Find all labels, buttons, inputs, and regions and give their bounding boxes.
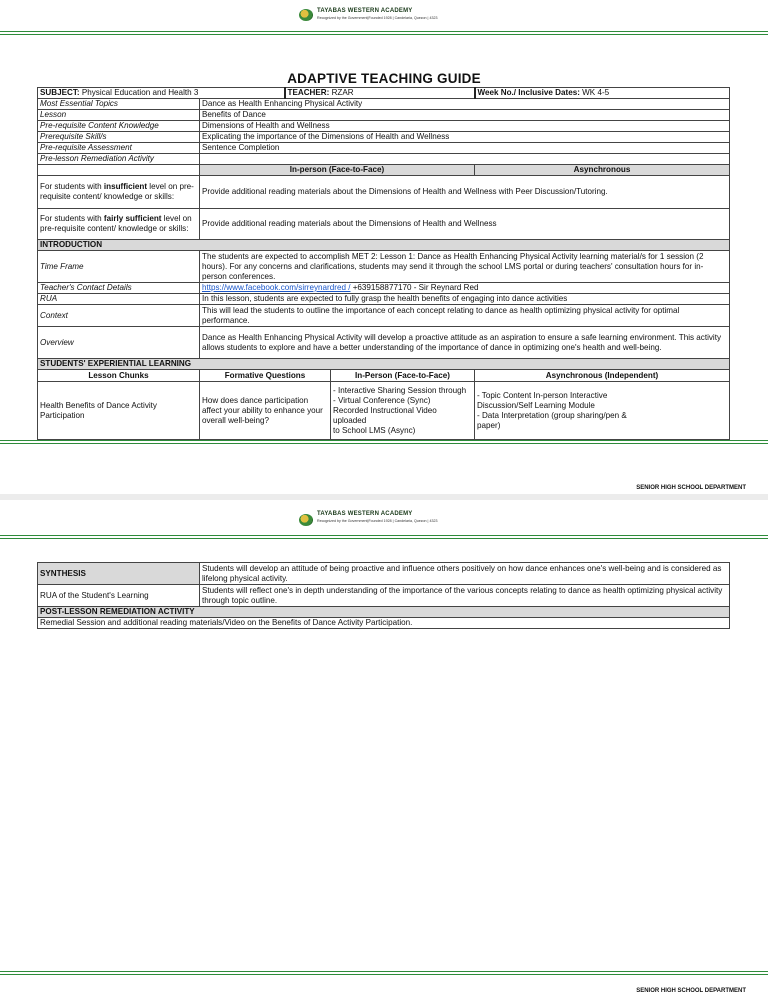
- timeframe-value: The students are expected to accomplish MET 2: Lesson 1: Dance as Health Enhancing Physical Activity learning material/s for 1 session (2 hours). For any concerns and clarifications, students may send it through the school LMS portal or during teachers' consultation hours for in-person conferences.: [200, 251, 730, 283]
- inperson-line: - Virtual Conference (Sync): [333, 395, 431, 405]
- prk-label: Pre-requisite Content Knowledge: [38, 121, 200, 132]
- footer-rule: [0, 971, 768, 975]
- contact-label: Teacher's Contact Details: [38, 283, 200, 294]
- school-logo-icon: [299, 9, 313, 21]
- facebook-link[interactable]: https://www.facebook.com/sirreynardred /: [202, 283, 351, 292]
- context-label: Context: [38, 305, 200, 327]
- experiential-row: [38, 382, 730, 440]
- async-header: Asynchronous: [475, 165, 730, 176]
- lesson-label: Lesson: [38, 110, 200, 121]
- remediation-header-blank: [38, 165, 200, 176]
- department-label: SENIOR HIGH SCHOOL DEPARTMENT: [636, 485, 746, 491]
- contact-row: [38, 283, 730, 294]
- rua-value: In this lesson, students are expected to fully grasp the health benefits of engaging into dance activities: [200, 294, 730, 305]
- footer-rule: [0, 440, 768, 444]
- timeframe-label: Time Frame: [38, 251, 200, 283]
- school-recognition: Recognized by the Government|Founded 1928 | Candelaria, Quezon | 4323: [317, 16, 438, 20]
- prl-label: Pre-lesson Remediation Activity: [38, 154, 200, 165]
- school-logo-icon: [299, 514, 313, 526]
- pra-row: [38, 143, 730, 154]
- col-formative-questions: Formative Questions: [200, 370, 331, 382]
- prk-value: Dimensions of Health and Wellness: [200, 121, 730, 132]
- info-row: [38, 88, 730, 99]
- inperson-activities-cell: [331, 382, 475, 440]
- synthesis-table: [37, 562, 730, 629]
- subject-cell: SUBJECT: Physical Education and Health 3: [38, 88, 285, 99]
- header-rule: [0, 535, 768, 539]
- rua-learning-value: Students will reflect one's in depth understanding of the importance of the various concepts relating to dance as health optimizing physical activity through topic outline.: [200, 585, 730, 607]
- col-inperson: In-Person (Face-to-Face): [331, 370, 475, 382]
- formative-question-cell: How does dance participation affect your ability to enhance your overall well-being?: [200, 382, 331, 440]
- overview-row: [38, 327, 730, 359]
- rua-learning-row: [38, 585, 730, 607]
- inperson-line: to School LMS (Async): [333, 425, 416, 435]
- synthesis-row: [38, 563, 730, 585]
- context-row: [38, 305, 730, 327]
- post-lesson-value: Remedial Session and additional reading materials/Video on the Benefits of Dance Activity Participation.: [38, 618, 730, 629]
- context-value: This will lead the students to outline the importance of each concept relating to dance as health optimizing physical activity for optimal performance.: [200, 305, 730, 327]
- fairly-label: For students with fairly sufficient level on pre-requisite content/ knowledge or skills:: [38, 209, 200, 240]
- introduction-header-row: [38, 240, 730, 251]
- post-lesson-row: [38, 618, 730, 629]
- topics-value: Dance as Health Enhancing Physical Activity: [200, 99, 730, 110]
- lesson-value: Benefits of Dance: [200, 110, 730, 121]
- topics-row: [38, 99, 730, 110]
- prk-row: [38, 121, 730, 132]
- synthesis-value: Students will develop an attitude of being proactive and influence others positively on how dance enhances one's well-being and is considered as lifelong physical activity.: [200, 563, 730, 585]
- prs-label: Prerequisite Skill/s: [38, 132, 200, 143]
- synthesis-label: SYNTHESIS: [38, 563, 200, 585]
- inperson-header: In-person (Face-to-Face): [200, 165, 475, 176]
- department-label: SENIOR HIGH SCHOOL DEPARTMENT: [636, 988, 746, 994]
- teacher-cell: TEACHER: RZAR: [285, 88, 475, 99]
- rua-row: [38, 294, 730, 305]
- topics-label: Most Essential Topics: [38, 99, 200, 110]
- async-line: Discussion/Self Learning Module: [477, 400, 595, 410]
- page-1: [0, 0, 768, 497]
- col-asynchronous: Asynchronous (Independent): [475, 370, 730, 382]
- teaching-guide-table: [37, 87, 730, 440]
- school-recognition: Recognized by the Government|Founded 1928 | Candelaria, Quezon | 4323: [317, 519, 438, 523]
- prl-row: [38, 154, 730, 165]
- prl-value: [200, 154, 730, 165]
- lesson-chunk-cell: Health Benefits of Dance Activity Participation: [38, 382, 200, 440]
- inperson-line: Recorded Instructional Video uploaded: [333, 405, 437, 425]
- doc-title: ADAPTIVE TEACHING GUIDE: [287, 71, 481, 86]
- prs-row: [38, 132, 730, 143]
- async-line: - Data Interpretation (group sharing/pen &: [477, 410, 627, 420]
- insufficient-label: For students with insufficient level on pre-requisite content/ knowledge or skills:: [38, 176, 200, 209]
- fairly-value: Provide additional reading materials about the Dimensions of Health and Wellness: [200, 209, 730, 240]
- overview-label: Overview: [38, 327, 200, 359]
- lesson-row: [38, 110, 730, 121]
- insufficient-value: Provide additional reading materials about the Dimensions of Health and Wellness with Peer Discussion/Tutoring.: [200, 176, 730, 209]
- pra-value: Sentence Completion: [200, 143, 730, 154]
- page-2: [0, 497, 768, 1006]
- experiential-columns-row: [38, 370, 730, 382]
- rua-label: RUA: [38, 294, 200, 305]
- fairly-row: [38, 209, 730, 240]
- col-lesson-chunks: Lesson Chunks: [38, 370, 200, 382]
- header-rule: [0, 31, 768, 35]
- pra-label: Pre-requisite Assessment: [38, 143, 200, 154]
- post-lesson-header-row: [38, 607, 730, 618]
- inperson-line: - Interactive Sharing Session through: [333, 385, 467, 395]
- school-name: TAYABAS WESTERN ACADEMY: [317, 511, 413, 517]
- experiential-header-row: [38, 359, 730, 370]
- async-activities-cell: [475, 382, 730, 440]
- experiential-header: STUDENTS' EXPERIENTIAL LEARNING: [38, 359, 730, 370]
- prs-value: Explicating the importance of the Dimensions of Health and Wellness: [200, 132, 730, 143]
- contact-value: https://www.facebook.com/sirreynardred / +639158877170 - Sir Reynard Red: [200, 283, 730, 294]
- insufficient-row: [38, 176, 730, 209]
- async-line: paper): [477, 420, 501, 430]
- week-cell: Week No./ Inclusive Dates: WK 4-5: [475, 88, 730, 99]
- overview-value: Dance as Health Enhancing Physical Activity will develop a proactive attitude as an aspiration to ensure a safe learning environment. This activity allows students to explore and have a better understanding of the importance of dance in optimizing one's health and well-being.: [200, 327, 730, 359]
- async-line: - Topic Content In-person Interactive: [477, 390, 608, 400]
- remediation-header-row: [38, 165, 730, 176]
- school-name: TAYABAS WESTERN ACADEMY: [317, 8, 413, 14]
- post-lesson-header: POST-LESSON REMEDIATION ACTIVITY: [38, 607, 730, 618]
- rua-learning-label: RUA of the Student's Learning: [38, 585, 200, 607]
- introduction-header: INTRODUCTION: [38, 240, 730, 251]
- timeframe-row: [38, 251, 730, 283]
